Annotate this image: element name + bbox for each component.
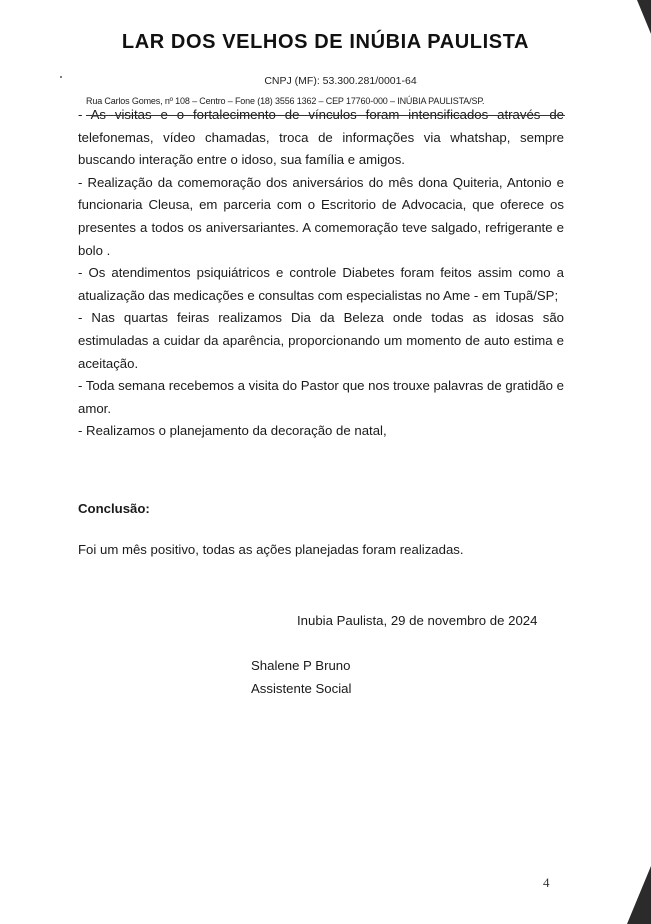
signer-name: Shalene P Bruno: [251, 658, 351, 673]
scan-corner-shadow-bottom: [627, 866, 651, 924]
place-date: Inubia Paulista, 29 de novembro de 2024: [297, 613, 538, 628]
paragraph-visits: - As visitas e o fortalecimento de vínculos foram intensificados através de telefonemas, vídeo chamadas, troca de informações via whatshap, sempre buscando interação entre o idoso, sua família e amigos.: [78, 107, 564, 168]
conclusion-heading: Conclusão:: [78, 501, 150, 516]
organization-title: LAR DOS VELHOS DE INÚBIA PAULISTA: [121, 31, 530, 53]
paragraph-christmas-planning: - Realizamos o planejamento da decoração de natal,: [78, 423, 387, 439]
paragraph-birthdays: - Realização da comemoração dos aniversários do mês dona Quiteria, Antonio e funcionaria Cleusa, em parceria com o Escritorio de Advocacia, que oferece os presentes a todos os aniversariantes. A comemoração teve salgado, refrigerante e bolo .: [78, 174, 564, 258]
report-body: [78, 104, 564, 443]
conclusion-text: Foi um mês positivo, todas as ações planejadas foram realizadas.: [78, 542, 464, 557]
cnpj-line: CNPJ (MF): 53.300.281/0001-64: [264, 75, 417, 87]
paragraph-beauty-day: - Nas quartas feiras realizamos Dia da Beleza onde todas as idosas são estimuladas a cuidar da aparência, proporcionando um momento de auto estima e aceitação.: [78, 310, 564, 371]
signer-role: Assistente Social: [251, 681, 352, 696]
scan-corner-shadow-top: [637, 0, 651, 34]
paragraph-pastor-visit: - Toda semana recebemos a visita do Pastor que nos trouxe palavras de gratidão e amor.: [78, 378, 564, 416]
header-divider: [86, 115, 565, 116]
page-number: 4: [543, 875, 550, 890]
paragraph-medical-care: - Os atendimentos psiquiátricos e controle Diabetes foram feitos assim como a atualização das medicações e consultas com especialistas no Ame - em Tupã/SP;: [78, 265, 564, 303]
address-line: Rua Carlos Gomes, nº 108 – Centro – Fone (18) 3556 1362 – CEP 17760-000 – INÚBIA PAULISTA/SP.: [86, 96, 485, 106]
